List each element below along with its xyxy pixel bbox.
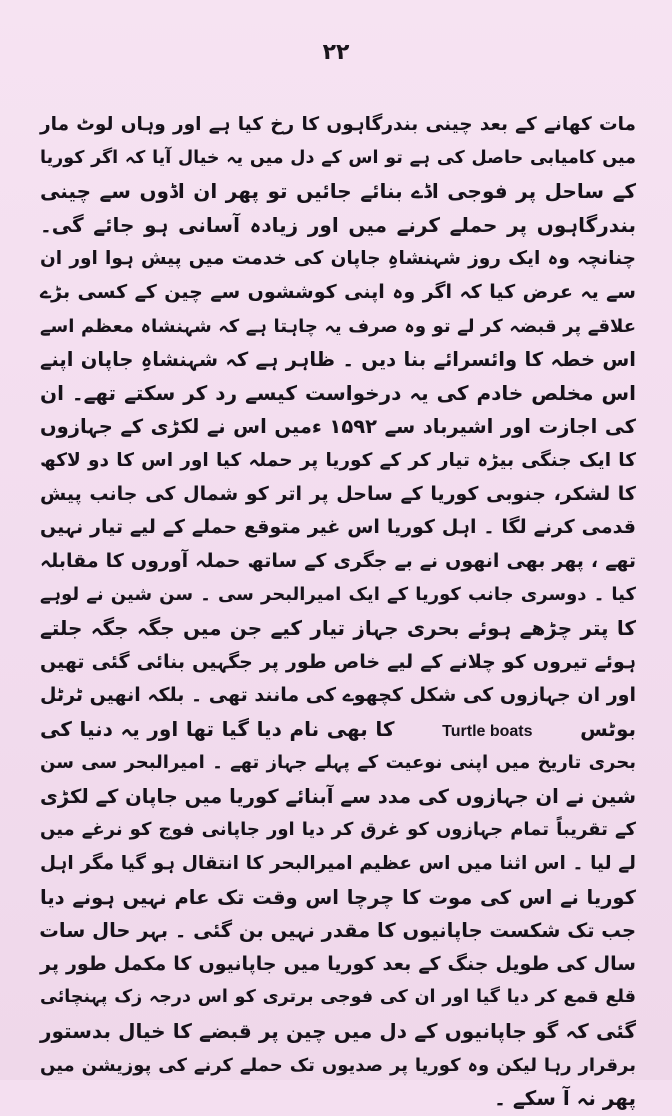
text-line-continuation: کا بھی نام دیا گیا تھا اور یہ دنیا کی: [40, 716, 395, 741]
text-line: [40, 108, 636, 142]
text-line-content: کا لشکر، جنوبی کوریا کے ساحل پر اتر کو شمال کی جانب پیش: [40, 482, 636, 505]
body-text: [40, 108, 636, 1116]
text-line-content: گئی کہ گو جاپانیوں کے دل میں چین پر قبضے کا خیال بدستور: [40, 1019, 636, 1044]
text-line: [40, 914, 636, 948]
text-line-content: علاقے پر قبضہ کر لے تو وہ صرف یہ چاہتا ہے کہ شہنشاہ معظم اسے: [40, 315, 636, 337]
text-line-content: بحری تاریخ میں اپنی نوعیت کے پہلے جہاز تھے ۔ امیرالبحر سی سن: [40, 752, 636, 774]
text-line-content: اس خطہ کا وائسرائے بنا دیں ۔ ظاہر ہے کہ شہنشاہِ جاپان اپنے: [40, 348, 636, 372]
text-line-content: شین نے ان جہازوں کی مدد سے آبنائے کوریا میں جاپان کے لکڑی: [40, 784, 636, 808]
text-line: [40, 377, 636, 411]
text-line-content: کا پتر چڑھے ہوئے بحری جہاز تیار کیے جن میں جگہ جگہ جلتے: [40, 615, 636, 640]
text-line: [40, 646, 636, 680]
text-line-content: میں کامیابی حاصل کی ہے تو اس کے دل میں یہ خیال آیا کہ اگر کوریا: [40, 147, 636, 168]
text-line: [40, 175, 636, 209]
text-line: [40, 780, 636, 814]
text-line-content: قدمی کرنے لگا ۔ اہل کوریا اس غیر متوقع حملے کے لیے تیار نہیں: [40, 516, 636, 539]
text-line: [40, 142, 636, 176]
text-line: [40, 545, 636, 579]
text-line: [40, 242, 636, 276]
text-line-content: بوٹس: [580, 716, 636, 741]
text-line-content: مات کھانے کے بعد چینی بندرگاہوں کا رخ کیا ہے اور وہاں لوٹ مار: [40, 114, 636, 135]
text-line: [40, 310, 636, 344]
text-line: [40, 276, 636, 310]
text-line-content: بندرگاہوں پر حملے کرنے میں اور زیادہ آسانی ہو جائے گی۔: [40, 212, 636, 237]
text-line-content: کا ایک جنگی بیڑہ تیار کر کے کوریا پر حملہ کیا اور اس کا دو لاکھ: [40, 449, 636, 471]
text-line: [40, 410, 636, 444]
text-line: [40, 612, 636, 646]
text-line-content: ہوئے تیروں کو چلانے کے لیے خاص طور پر جگہیں بنائی گئی تھیں: [40, 650, 636, 673]
text-line-content: کوریا نے اس کی موت کا چرچا اس وقت تک عام نہیں ہونے دیا: [40, 885, 636, 909]
text-line-content: تھے ، پھر بھی انھوں نے بے جگری کے ساتھ حملہ آوروں کا مقابلہ: [40, 549, 636, 572]
text-line-content: اس مخلص خادم کی یہ درخواست کیسے رد کر سکتے تھے۔ ان: [40, 380, 636, 405]
text-line: [40, 713, 636, 747]
text-line-content: کے تقریباً تمام جہازوں کو غرق کر دیا اور جاپانی فوج کو نرغے میں: [40, 819, 636, 841]
text-line: [40, 1082, 636, 1116]
text-line: [40, 1049, 636, 1083]
text-line: [40, 578, 636, 612]
text-line-content: کیا ۔ دوسری جانب کوریا کے ایک امیرالبحر سی ۔ سن شین نے لوہے: [40, 584, 636, 606]
page-number: ۲۲: [322, 40, 350, 65]
text-line-content: کے ساحل پر فوجی اڈے بنائے جائیں تو پھر ان اڈوں سے چینی: [40, 179, 636, 204]
text-line: [40, 847, 636, 881]
text-line-content: قلع قمع کر دیا گیا اور ان کی فوجی برتری کو اس درجہ زک پہنچائی: [40, 987, 636, 1008]
text-line-content: برقرار رہا لیکن وہ کوریا پر صدیوں تک حملے کرنے کی پوزیشن میں: [40, 1054, 636, 1076]
text-line-content: جب تک شکست جاپانیوں کا مقدر نہیں بن گئی ۔ بہر حال سات: [39, 919, 636, 943]
text-line: [40, 746, 636, 780]
text-line-content: سے یہ عرض کیا کہ اگر وہ اپنی کوششوں سے چین کے کسی بڑے: [40, 280, 636, 303]
text-line: [40, 813, 636, 847]
text-line-content: کی اجازت اور اشیرباد سے ۱۵۹۲ ءمیں اس نے لکڑی کے جہازوں: [40, 415, 636, 439]
text-line: [40, 881, 636, 915]
text-line-content: سال کی طویل جنگ کے بعد کوریا میں جاپانیوں کا مکمل طور پر: [40, 952, 636, 975]
text-line-content: لے لیا ۔ اس اثنا میں اس عظیم امیرالبحر کا انتقال ہو گیا مگر اہل: [40, 853, 636, 875]
text-line-content: چنانچہ وہ ایک روز شہنشاہِ جاپان کی خدمت میں پیش ہوا اور ان: [40, 248, 636, 270]
text-line: [40, 981, 636, 1015]
text-line: [40, 679, 636, 713]
text-line-content: پھر نہ آ سکے ۔: [494, 1086, 636, 1111]
text-line: [40, 209, 636, 243]
text-line-content: اور ان جہازوں کی شکل کچھوے کی مانند تھی ۔ بلکہ انھیں ٹرٹل: [40, 684, 636, 707]
text-line: [40, 343, 636, 377]
text-line: [40, 511, 636, 545]
latin-term: Turtle boats: [442, 722, 533, 740]
text-line: [40, 478, 636, 512]
text-line: [40, 1015, 636, 1049]
text-line: [40, 948, 636, 982]
text-line: [40, 444, 636, 478]
